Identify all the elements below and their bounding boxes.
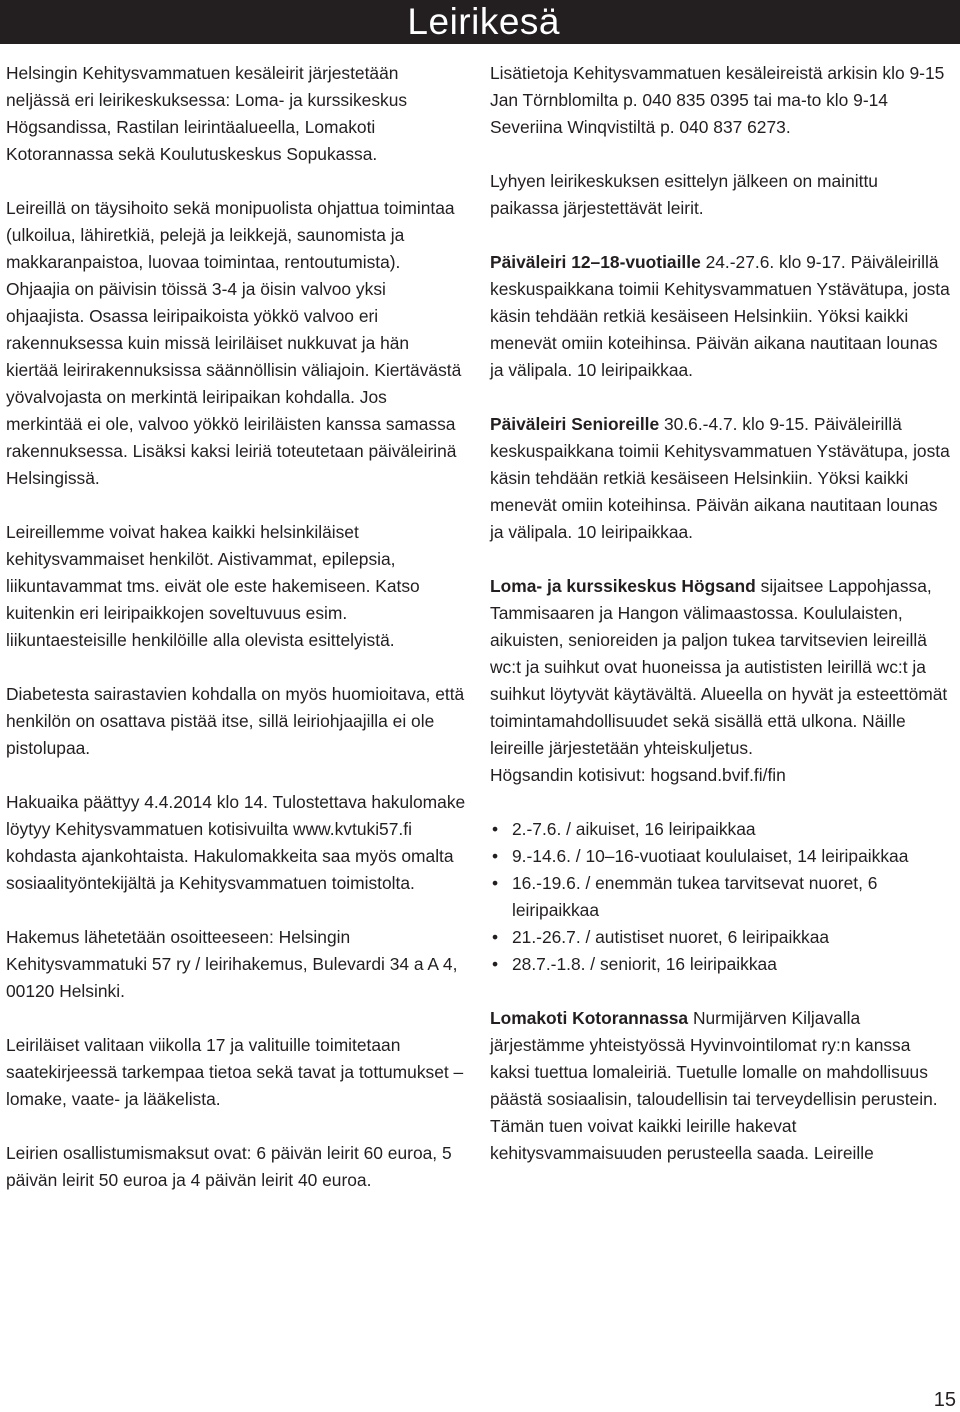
header-bar [0,0,960,44]
day-camp-seniors-text: 30.6.-4.7. klo 9-15. Päiväleirillä keskuspaikkana toimii Kehitysvammatuen Ystävätupa, josta käsin tehdään retkiä kesäiseen Helsinkiin. Yöksi kaikki menevät omiin koteihinsa. Päivän aikana nautitaan lounas ja välipala. 10 leiripaikkaa. [490,414,950,542]
intro-paragraph: Helsingin Kehitysvammatuen kesäleirit järjestetään neljässä eri leirikeskuksessa: Loma- ja kurssikeskus Högsandissa, Rastilan leirintäalueella, Lomakoti Kotorannassa sekä Koulutuskeskus Sopukassa. [6,63,408,164]
kotoranta-section [490,1005,950,1167]
deadline-paragraph: Hakuaika päättyy 4.4.2014 klo 14. Tulostettava hakulomake löytyy Kehitysvammatuen kotisivuilta www.kvtuki57.fi kohdasta ajankohtaista. Hakulomakkeita saa myös omalta sosiaalityöntekijältä ja Kehitysvammatuen toimistolta. [6,792,466,893]
overview-paragraph: Lyhyen leirikeskuksen esittelyn jälkeen on mainittu paikassa järjestettävät leirit. [490,171,878,218]
list-item: • 9.-14.6. / 10–16-vuotiaat koululaiset, 14 leiripaikkaa [490,843,950,870]
left-column [6,60,466,1221]
kotoranta-text: Nurmijärven Kiljavalla järjestämme yhteistyössä Hyvinvointilomat ry:n kanssa kaksi tuettua lomaleiriä. Tuetulle lomalle on mahdollisuus päästä sosiaalisin, taloudellisin tai terveydellisin perustein. Tämän tuen voivat kaikki leirille hakevat kehitysvammaisuuden perusteella saada. Leireille [490,1008,938,1163]
selection-paragraph: Leiriläiset valitaan viikolla 17 ja valituille toimitetaan saatekirjeessä tarkempaa tietoa sekä tavat ja tottumukset –lomake, vaate- ja lääkelista. [6,1035,464,1109]
eligibility-paragraph: Leireillemme voivat hakea kaikki helsinkiläiset kehitysvammaiset henkilöt. Aistivammat, epilepsia, liikuntavammat tms. eivät ole este hakemiseen. Katso kuitenkin eri leiripaikkojen soveltuvuus esim. liikuntaesteisille henkilöille alla olevista esittelyistä. [6,522,420,650]
page-title: Leirikesä [407,1,560,42]
right-column [490,60,950,1194]
day-camp-youth [490,249,950,384]
list-item: • 2.-7.6. / aikuiset, 16 leiripaikkaa [490,816,950,843]
contact-paragraph: Lisätietoja Kehitysvammatuen kesäleireistä arkisin klo 9-15 Jan Törnblomilta p. 040 835 0395 tai ma-to klo 9-14 Severiina Winqvistiltä p. 040 837 6273. [490,63,945,137]
hogsand-title: Loma- ja kurssikeskus Högsand [490,576,756,596]
list-item: • 16.-19.6. / enemmän tukea tarvitsevat nuoret, 6 leiripaikkaa [490,870,950,924]
day-camp-seniors-title: Päiväleiri Senioreille [490,414,660,434]
kotoranta-title: Lomakoti Kotorannassa [490,1008,689,1028]
day-camp-seniors [490,411,950,546]
list-item: • 28.7.-1.8. / seniorit, 16 leiripaikkaa [490,951,950,978]
address-paragraph: Hakemus lähetetään osoitteeseen: Helsingin Kehitysvammatuki 57 ry / leirihakemus, Bulevardi 34 a A 4, 00120 Helsinki. [6,927,458,1001]
hogsand-website: Högsandin kotisivut: hogsand.bvif.fi/fin [490,765,786,785]
hogsand-section [490,573,950,762]
day-camp-youth-text: 24.-27.6. klo 9-17. Päiväleirillä keskuspaikkana toimii Kehitysvammatuen Ystävätupa, josta käsin tehdään retkiä kesäiseen Helsinkiin. Yöksi kaikki menevät omiin koteihinsa. Päivän aikana nautitaan lounas ja välipala. 10 leiripaikkaa. [490,252,950,380]
fees-paragraph: Leirien osallistumismaksut ovat: 6 päivän leirit 60 euroa, 5 päivän leirit 50 euroa ja 4 päivän leirit 40 euroa. [6,1143,452,1190]
diabetes-paragraph: Diabetesta sairastavien kohdalla on myös huomioitava, että henkilön on osattava pistää itse, sillä leiriohjaajilla ei ole pistolupaa. [6,684,465,758]
page-number: 15 [933,1389,956,1411]
hogsand-camp-list [490,816,950,978]
day-camp-youth-title: Päiväleiri 12–18-vuotiaille [490,252,701,272]
hogsand-text: sijaitsee Lappohjassa, Tammisaaren ja Hangon välimaastossa. Koululaisten, aikuisten, senioreiden ja paljon tukea tarvitsevien leireillä wc:t ja suihkut ovat huoneissa ja autististen leirillä wc:t ja suihkut löytyvät käytävältä. Alueella on hyvät ja esteettömät toimintamahdollisuudet sekä sisällä että ulkona. Näille leireille järjestetään yhteiskuljetus. [490,576,948,758]
list-item: • 21.-26.7. / autistiset nuoret, 6 leiripaikkaa [490,924,950,951]
care-paragraph: Leireillä on täysihoito sekä monipuolista ohjattua toimintaa (ulkoilua, lähiretkiä, pelejä ja leikkejä, saunomista ja makkaranpaistoa, luovaa toimintaa, rentoutumista). Ohjaajia on päivisin töissä 3-4 ja öisin valvoo yksi ohjaajista. Osassa leiripaikoista yökkö valvoo eri rakennuksessa kuin missä leiriläiset nukkuvat ja hän kiertää leirirakennuksissa säännöllisin väliajoin. Kiertävästä yövalvojasta on merkintä leiripaikan kohdalla. Jos merkintää ei ole, valvoo yökkö leiriläisten kanssa samassa rakennuksessa. Lisäksi kaksi leiriä toteutetaan päiväleirinä Helsingissä. [6,198,462,488]
